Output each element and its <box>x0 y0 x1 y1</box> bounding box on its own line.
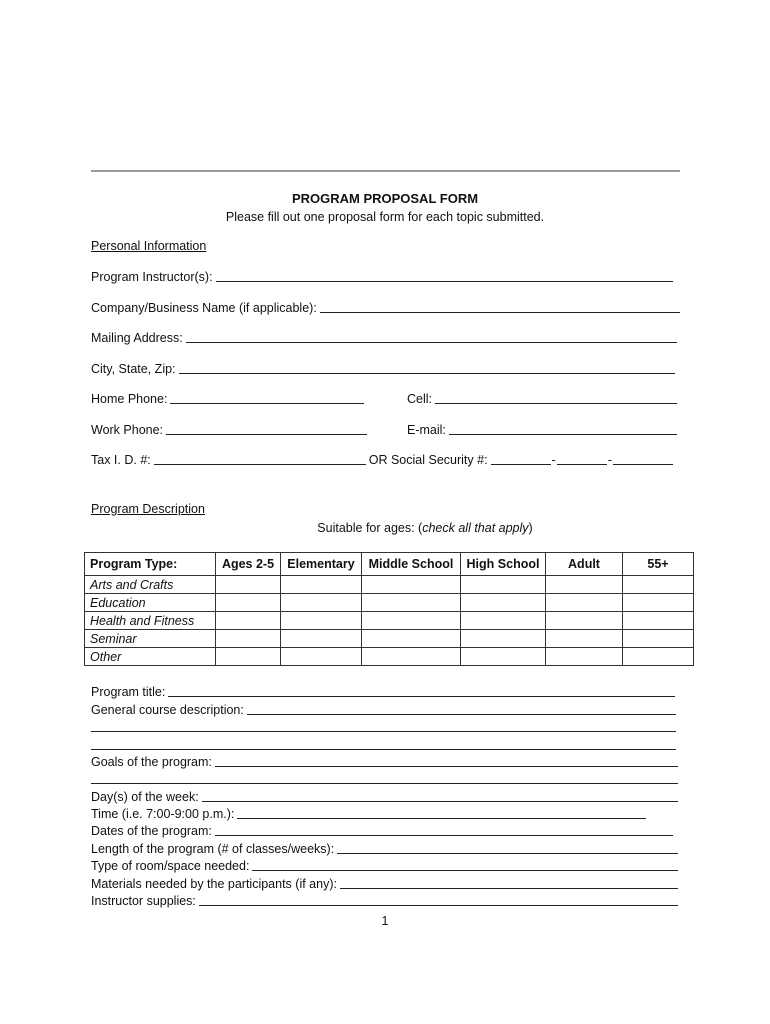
course-description-line-3 <box>91 736 676 752</box>
checkbox-cell[interactable] <box>216 594 281 612</box>
ages-note-suffix: ) <box>528 521 533 535</box>
checkbox-cell[interactable] <box>546 612 623 630</box>
ssn-label: OR Social Security #: <box>368 453 488 467</box>
supplies-field[interactable] <box>199 894 678 906</box>
supplies-row <box>91 892 678 908</box>
header-high-school: High School <box>461 553 546 576</box>
ssn-part1-field[interactable] <box>491 453 551 465</box>
checkbox-cell[interactable] <box>216 630 281 648</box>
checkbox-cell[interactable] <box>546 648 623 666</box>
checkbox-cell[interactable] <box>623 630 694 648</box>
top-divider <box>91 170 680 172</box>
room-label: Type of room/space needed: <box>91 859 250 873</box>
header-ages-2-5: Ages 2-5 <box>216 553 281 576</box>
company-label: Company/Business Name (if applicable): <box>91 301 317 315</box>
mailing-row <box>91 329 677 345</box>
checkbox-cell[interactable] <box>623 648 694 666</box>
program-title-label: Program title: <box>91 685 166 699</box>
checkbox-cell[interactable] <box>362 630 461 648</box>
checkbox-cell[interactable] <box>216 576 281 594</box>
goals-field-2[interactable] <box>91 772 678 784</box>
tax-id-row <box>91 451 669 467</box>
email-field[interactable] <box>449 423 677 435</box>
work-phone-row <box>91 421 367 437</box>
time-field[interactable] <box>237 807 646 819</box>
program-description-heading: Program Description <box>91 502 205 516</box>
ssn-separator-1: - <box>551 453 556 467</box>
tax-id-label: Tax I. D. #: <box>91 453 151 467</box>
header-adult: Adult <box>546 553 623 576</box>
checkbox-cell[interactable] <box>362 576 461 594</box>
time-row <box>91 805 646 821</box>
time-label: Time (i.e. 7:00-9:00 p.m.): <box>91 807 235 821</box>
dates-field[interactable] <box>215 824 673 836</box>
course-description-field-2[interactable] <box>91 720 676 732</box>
checkbox-cell[interactable] <box>546 594 623 612</box>
city-label: City, State, Zip: <box>91 362 176 376</box>
length-row <box>91 840 678 856</box>
table-row <box>85 594 694 612</box>
checkbox-cell[interactable] <box>461 648 546 666</box>
days-row <box>91 788 678 804</box>
checkbox-cell[interactable] <box>281 576 362 594</box>
program-title-row <box>91 683 675 699</box>
work-phone-label: Work Phone: <box>91 423 164 437</box>
row-type-label: Arts and Crafts <box>85 576 216 594</box>
table-row <box>85 612 694 630</box>
home-phone-row <box>91 390 364 406</box>
page-number: 1 <box>381 914 389 928</box>
row-type-label: Seminar <box>85 630 216 648</box>
checkbox-cell[interactable] <box>281 594 362 612</box>
ssn-part3-field[interactable] <box>613 453 673 465</box>
length-label: Length of the program (# of classes/weeks): <box>91 842 335 856</box>
goals-line-2 <box>91 770 678 786</box>
ssn-part2-field[interactable] <box>557 453 607 465</box>
header-program-type: Program Type: <box>85 553 216 576</box>
cell-row <box>407 390 677 406</box>
ssn-separator-2: - <box>607 453 612 467</box>
instructor-row <box>91 268 673 284</box>
city-row <box>91 360 675 376</box>
company-row <box>91 299 680 315</box>
work-phone-field[interactable] <box>166 423 367 435</box>
ages-note-prefix: Suitable for ages: ( <box>317 521 423 535</box>
goals-label: Goals of the program: <box>91 755 212 769</box>
instructor-field[interactable] <box>216 270 673 282</box>
table-header-row <box>85 553 694 576</box>
home-phone-field[interactable] <box>170 392 364 404</box>
checkbox-cell[interactable] <box>362 612 461 630</box>
course-description-label: General course description: <box>91 703 244 717</box>
checkbox-cell[interactable] <box>546 630 623 648</box>
form-subtitle: Please fill out one proposal form for each topic submitted. <box>225 210 545 224</box>
row-type-label: Education <box>85 594 216 612</box>
room-field[interactable] <box>252 859 678 871</box>
header-middle-school: Middle School <box>362 553 461 576</box>
checkbox-cell[interactable] <box>281 630 362 648</box>
course-description-field[interactable] <box>247 703 676 715</box>
mailing-field[interactable] <box>186 331 677 343</box>
materials-field[interactable] <box>340 877 678 889</box>
course-description-field-3[interactable] <box>91 738 676 750</box>
cell-label: Cell: <box>407 392 433 406</box>
materials-label: Materials needed by the participants (if any): <box>91 877 337 891</box>
room-row <box>91 857 678 873</box>
company-field[interactable] <box>320 301 680 313</box>
email-label: E-mail: <box>407 423 446 437</box>
email-row <box>407 421 677 437</box>
form-title: PROGRAM PROPOSAL FORM <box>291 191 479 206</box>
personal-info-heading: Personal Information <box>91 239 207 253</box>
checkbox-cell[interactable] <box>623 576 694 594</box>
table-row <box>85 630 694 648</box>
checkbox-cell[interactable] <box>623 594 694 612</box>
tax-id-field[interactable] <box>154 453 366 465</box>
checkbox-cell[interactable] <box>461 612 546 630</box>
table-row <box>85 648 694 666</box>
checkbox-cell[interactable] <box>281 612 362 630</box>
checkbox-cell[interactable] <box>362 594 461 612</box>
checkbox-cell[interactable] <box>623 612 694 630</box>
dates-label: Dates of the program: <box>91 824 212 838</box>
checkbox-cell[interactable] <box>216 612 281 630</box>
city-field[interactable] <box>179 362 675 374</box>
supplies-label: Instructor supplies: <box>91 894 196 908</box>
table-row <box>85 576 694 594</box>
checkbox-cell[interactable] <box>546 576 623 594</box>
days-label: Day(s) of the week: <box>91 790 199 804</box>
header-55-plus: 55+ <box>623 553 694 576</box>
days-field[interactable] <box>202 790 678 802</box>
checkbox-cell[interactable] <box>281 648 362 666</box>
dates-row <box>91 822 673 838</box>
home-phone-label: Home Phone: <box>91 392 168 406</box>
ages-note <box>0 521 770 535</box>
course-description-row <box>91 701 676 717</box>
checkbox-cell[interactable] <box>461 594 546 612</box>
checkbox-cell[interactable] <box>461 576 546 594</box>
materials-row <box>91 875 678 891</box>
course-description-line-2 <box>91 718 676 734</box>
checkbox-cell[interactable] <box>362 648 461 666</box>
ages-note-italic: check all that apply <box>422 521 529 535</box>
header-elementary: Elementary <box>281 553 362 576</box>
mailing-label: Mailing Address: <box>91 331 183 345</box>
length-field[interactable] <box>337 842 678 854</box>
program-type-table <box>84 552 694 666</box>
program-title-field[interactable] <box>168 685 675 697</box>
instructor-label: Program Instructor(s): <box>91 270 213 284</box>
row-type-label: Other <box>85 648 216 666</box>
goals-field[interactable] <box>215 755 678 767</box>
row-type-label: Health and Fitness <box>85 612 216 630</box>
checkbox-cell[interactable] <box>461 630 546 648</box>
goals-row <box>91 753 678 769</box>
cell-field[interactable] <box>435 392 677 404</box>
checkbox-cell[interactable] <box>216 648 281 666</box>
